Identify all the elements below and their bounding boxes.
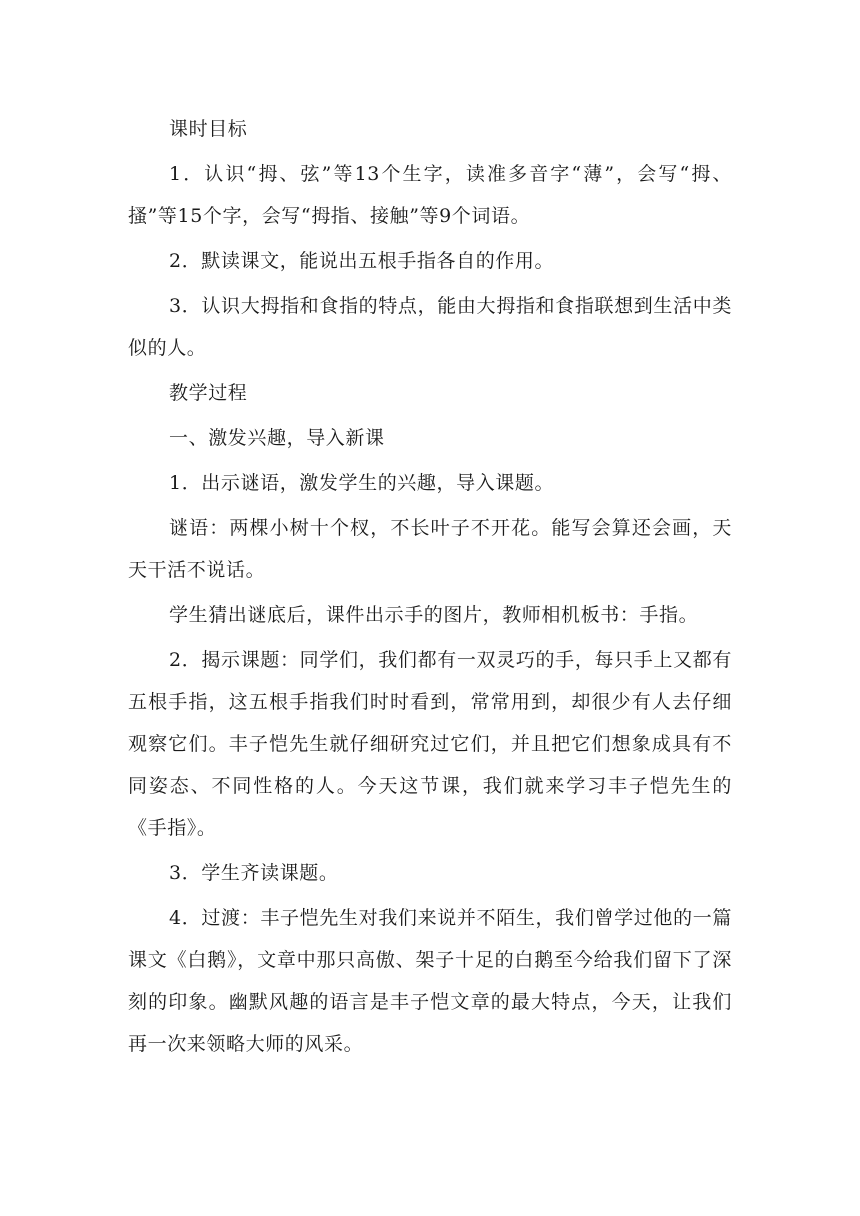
process-paragraph: 学生猜出谜底后，课件出示手的图片，教师相机板书：手指。 — [169, 604, 699, 626]
process-paragraph: 2．揭示课题：同学们，我们都有一双灵巧的手，每只手上又都有五根手指，这五根手指我们时时看到，常常用到，却很少有人去仔细观察它们。丰子恺先生就仔细研究过它们，并且把它们想象成具有不同姿态、不同性格的人。今天这节课，我们就来学习丰子恺先生的《手指》。 — [128, 649, 732, 839]
process-heading: 教学过程 — [169, 382, 248, 404]
objective-item: 2．默读课文，能说出五根手指各自的作用。 — [169, 250, 555, 272]
objective-item: 1．认识“拇、弦”等13个生字，读准多音字“薄”，会写“拇、搔”等15个字，会写“拇指、接触”等9个词语。 — [128, 163, 732, 227]
riddle-paragraph: 谜语：两棵小树十个杈，不长叶子不开花。能写会算还会画，天天干活不说话。 — [128, 517, 732, 581]
process-paragraph: 1．出示谜语，激发学生的兴趣，导入课题。 — [169, 472, 555, 494]
process-paragraph: 3．学生齐读课题。 — [169, 862, 339, 884]
part-one-heading: 一、激发兴趣，导入新课 — [169, 427, 385, 449]
process-paragraph: 4．过渡：丰子恺先生对我们来说并不陌生，我们曾学过他的一篇课文《白鹅》，文章中那只高傲、架子十足的白鹅至今给我们留下了深刻的印象。幽默风趣的语言是丰子恺文章的最大特点，今天，让我们再一次来领略大师的风采。 — [128, 907, 732, 1055]
document-body — [128, 108, 732, 1068]
objectives-heading: 课时目标 — [169, 118, 248, 140]
objective-item: 3．认识大拇指和食指的特点，能由大拇指和食指联想到生活中类似的人。 — [128, 295, 732, 359]
